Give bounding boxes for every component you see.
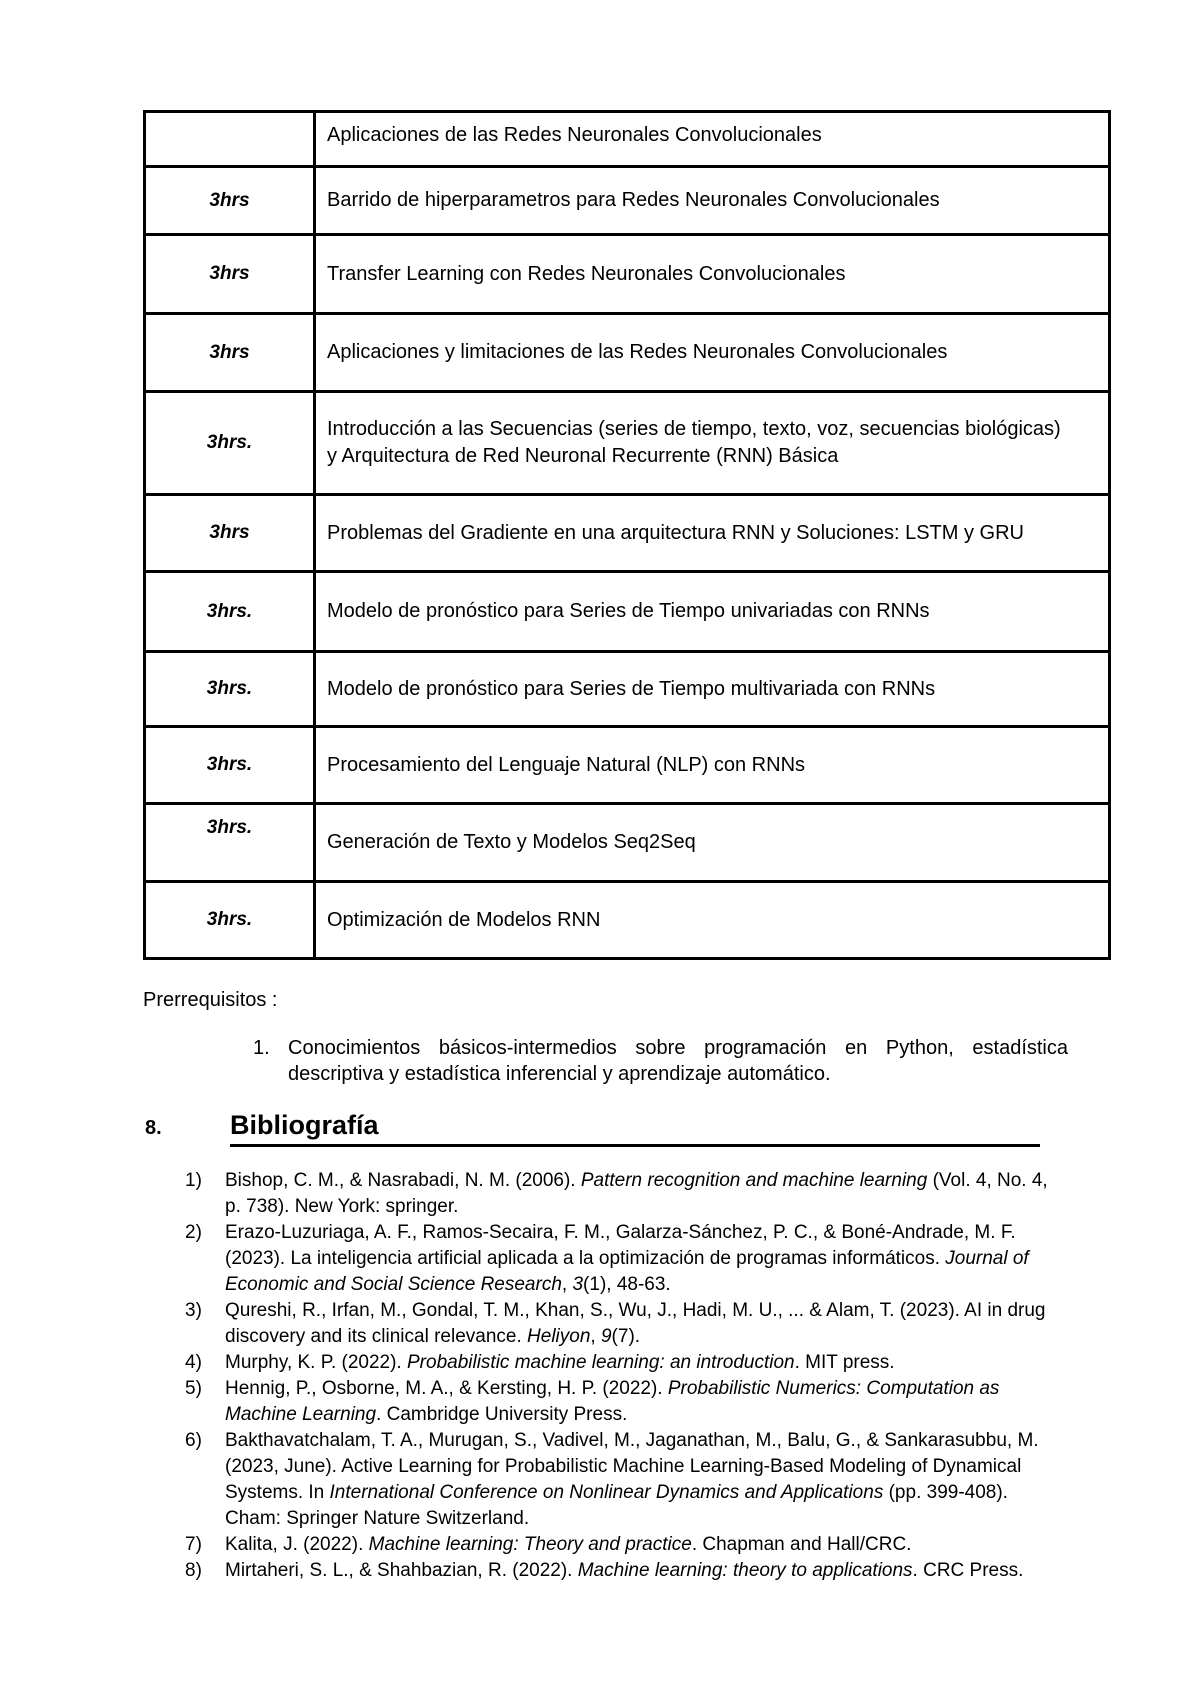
hours-cell: 3hrs. [145,572,315,652]
schedule-row [145,652,1110,727]
prerequisite-item [253,1035,1068,1087]
bibliography-item-marker: 5) [185,1378,202,1399]
bibliography-item [185,1428,1065,1532]
topic-text: Optimización de Modelos RNN [327,908,601,931]
topic-cell [315,495,1110,572]
topic-text: Transfer Learning con Redes Neuronales Convolucionales [327,262,846,285]
topic-cell [315,882,1110,959]
topic-cell [315,112,1110,167]
hours-cell: 3hrs [145,314,315,392]
schedule-row [145,235,1110,314]
schedule-row [145,882,1110,959]
topic-text: Barrido de hiperparametros para Redes Neuronales Convolucionales [327,189,940,211]
topic-cell [315,652,1110,727]
topic-cell [315,235,1110,314]
topic-text: Modelo de pronóstico para Series de Tiempo univariadas con RNNs [327,600,930,622]
topic-text: Aplicaciones de las Redes Neuronales Convolucionales [327,124,822,146]
bibliography-item-marker: 2) [185,1222,202,1243]
bibliography-item-marker: 6) [185,1430,202,1451]
topic-cell [315,314,1110,392]
bibliography-item [185,1168,1065,1220]
bibliography-item-marker: 1) [185,1170,202,1191]
bibliography-title: Bibliografía [230,1110,379,1140]
prerequisite-item-marker: 1. [253,1037,270,1059]
bibliography-list [185,1168,1065,1584]
bibliography-item-text: Erazo-Luzuriaga, A. F., Ramos-Secaira, F. M., Galarza-Sánchez, P. C., & Boné-Andrade, M. F. (2023). La inteligencia artificial aplicada a la optimización de programas informáticos. Journal of Economic and Social Science Research, 3(1), 48-63. [225,1222,1029,1295]
prerequisites-list [253,1035,1068,1087]
topic-text: Modelo de pronóstico para Series de Tiempo multivariada con RNNs [327,677,936,700]
topic-cell [315,572,1110,652]
bibliography-item [185,1376,1065,1428]
topic-cell [315,727,1110,804]
bibliography-item [185,1220,1065,1298]
hours-cell: 3hrs. [145,882,315,959]
bibliography-item-text: Bakthavatchalam, T. A., Murugan, S., Vadivel, M., Jaganathan, M., Balu, G., & Sankarasubbu, M. (2023, June). Active Learning for Probabilistic Machine Learning-Based Modeling of Dynamical Systems. In International Conference on Nonlinear Dynamics and Applications (pp. 399-408). Cham: Springer Nature Switzerland. [225,1430,1039,1529]
schedule-row [145,727,1110,804]
schedule-row [145,112,1110,167]
topic-text: Procesamiento del Lenguaje Natural (NLP) con RNNs [327,753,806,776]
schedule-table [143,110,1111,960]
bibliography-item-text: Kalita, J. (2022). Machine learning: Theory and practice. Chapman and Hall/CRC. [225,1534,912,1555]
schedule-row [145,495,1110,572]
prerequisite-item-text: Conocimientos básicos-intermedios sobre programación en Python, estadística descriptiva y estadística inferencial y aprendizaje automático. [288,1037,1068,1085]
topic-text: Introducción a las Secuencias (series de tiempo, texto, voz, secuencias biológicas) y Arquitectura de Red Neuronal Recurrente (RNN) Básica [327,418,1061,467]
prerequisites-label: Prerrequisitos : [143,989,278,1011]
bibliography-item-marker: 3) [185,1300,202,1321]
schedule-row [145,572,1110,652]
schedule-row [145,314,1110,392]
bibliography-item-marker: 4) [185,1352,202,1373]
bibliography-item-marker: 8) [185,1560,202,1581]
bibliography-item-text: Bishop, C. M., & Nasrabadi, N. M. (2006). Pattern recognition and machine learning (Vol. 4, No. 4, p. 738). New York: springer. [225,1170,1048,1217]
hours-cell: 3hrs. [145,804,315,882]
topic-text: Aplicaciones y limitaciones de las Redes Neuronales Convolucionales [327,341,948,363]
topic-cell [315,167,1110,235]
hours-cell: 3hrs [145,235,315,314]
hours-cell: 3hrs. [145,652,315,727]
schedule-row [145,392,1110,495]
bibliography-item [185,1298,1065,1350]
bibliography-section-number: 8. [145,1117,162,1139]
bibliography-item [185,1350,1065,1376]
topic-cell [315,392,1110,495]
bibliography-item-text: Hennig, P., Osborne, M. A., & Kersting, H. P. (2022). Probabilistic Numerics: Computation as Machine Learning. Cambridge University Press. [225,1378,1000,1425]
schedule-row [145,804,1110,882]
hours-cell: 3hrs [145,167,315,235]
schedule-table-body [145,112,1110,959]
schedule-row [145,167,1110,235]
bibliography-item [185,1532,1065,1558]
bibliography-heading-rule [230,1110,1040,1147]
hours-cell [145,112,315,167]
bibliography-item-text: Murphy, K. P. (2022). Probabilistic machine learning: an introduction. MIT press. [225,1352,895,1373]
bibliography-item-marker: 7) [185,1534,202,1555]
topic-cell [315,804,1110,882]
bibliography-item [185,1558,1065,1584]
hours-cell: 3hrs [145,495,315,572]
hours-cell: 3hrs. [145,727,315,804]
bibliography-heading [145,1110,1040,1147]
bibliography-item-text: Mirtaheri, S. L., & Shahbazian, R. (2022). Machine learning: theory to applications. CRC Press. [225,1560,1024,1581]
hours-cell: 3hrs. [145,392,315,495]
topic-text: Generación de Texto y Modelos Seq2Seq [327,831,696,853]
topic-text: Problemas del Gradiente en una arquitectura RNN y Soluciones: LSTM y GRU [327,521,1024,544]
bibliography-item-text: Qureshi, R., Irfan, M., Gondal, T. M., Khan, S., Wu, J., Hadi, M. U., ... & Alam, T. (2023). AI in drug discovery and its clinical relevance. Heliyon, 9(7). [225,1300,1046,1347]
